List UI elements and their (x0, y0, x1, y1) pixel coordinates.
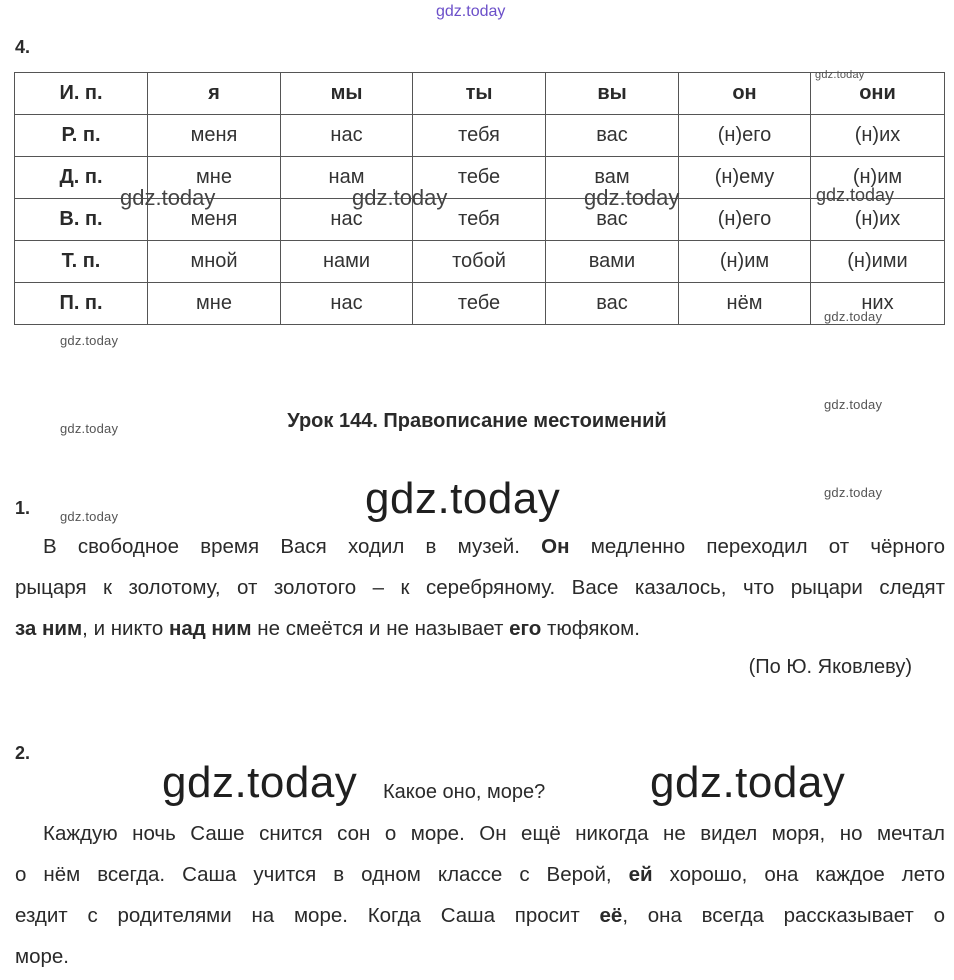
table-header-cell: Д. п. (15, 157, 148, 199)
table-cell: нас (281, 115, 413, 157)
table-cell: вас (546, 115, 679, 157)
table-cell: тебе (413, 283, 546, 325)
highlighted-pronoun: Он (541, 535, 570, 558)
table-header-cell: мы (281, 73, 413, 115)
table-header-cell: я (148, 73, 281, 115)
text-line: рыцаря к золотому, от золотого – к серебряному. Васе казалось, что рыцари следят (15, 576, 945, 599)
watermark-mid: gdz.today (816, 185, 895, 205)
table-cell: (н)его (679, 115, 811, 157)
table-row (15, 115, 945, 157)
exercise-2-subtitle: Какое оно, море? (383, 781, 546, 803)
table-cell: тебя (413, 115, 546, 157)
exercise-number-2: 2. (15, 743, 31, 763)
table-cell: нам (281, 157, 413, 199)
watermark-big: gdz.today (365, 474, 561, 523)
table-cell: мне (148, 283, 281, 325)
table-cell: тебя (413, 199, 546, 241)
table-cell: (н)ими (811, 241, 945, 283)
exercise-number-1: 1. (15, 498, 31, 518)
table-header-cell: В. п. (15, 199, 148, 241)
exercise-number-4: 4. (15, 37, 31, 57)
table-cell: тобой (413, 241, 546, 283)
watermark-big: gdz.today (162, 758, 358, 807)
table-header-cell: И. п. (15, 73, 148, 115)
watermark-small: gdz.today (60, 421, 119, 436)
table-cell: (н)их (811, 199, 945, 241)
table-header-cell: П. п. (15, 283, 148, 325)
table-cell: тебе (413, 157, 546, 199)
exercise-2-text (15, 813, 945, 977)
exercise-1-text (15, 526, 945, 649)
table-cell: вас (546, 199, 679, 241)
table-cell: нас (281, 283, 413, 325)
highlighted-pronoun: ей (628, 863, 653, 886)
table-row (15, 241, 945, 283)
highlighted-pronoun: над ним (168, 617, 252, 640)
table-header-cell: вы (546, 73, 679, 115)
table-cell: нами (281, 241, 413, 283)
table-cell: нём (679, 283, 811, 325)
text-line: море. (15, 945, 69, 968)
table-header-cell: он (679, 73, 811, 115)
table-cell: вам (546, 157, 679, 199)
watermark-small: gdz.today (60, 333, 119, 348)
table-header-cell: Т. п. (15, 241, 148, 283)
table-cell: (н)их (811, 115, 945, 157)
lesson-title: Урок 144. Правописание местоимений (287, 410, 667, 432)
table-header-cell: Р. п. (15, 115, 148, 157)
table-cell: (н)им (811, 157, 945, 199)
highlighted-pronoun: за ним (15, 617, 83, 640)
table-cell: вами (546, 241, 679, 283)
text-line: о нём всегда. Саша учится в одном классе с Верой, ей хорошо, она каждое лето (15, 863, 945, 886)
watermark-small: gdz.today (815, 69, 865, 81)
watermark-mid: gdz.today (584, 185, 680, 210)
text-line: за ним, и никто над ним не смеётся и не называет его тюфяком. (15, 617, 640, 640)
table-cell: меня (148, 115, 281, 157)
highlighted-pronoun: его (509, 617, 542, 640)
watermark-big: gdz.today (650, 758, 846, 807)
table-cell: вас (546, 283, 679, 325)
table-cell: меня (148, 199, 281, 241)
watermark-small: gdz.today (824, 485, 883, 500)
watermark-mid: gdz.today (120, 185, 216, 210)
text-line: Каждую ночь Саше снится сон о море. Он ещё никогда не видел моря, но мечтал (43, 822, 945, 845)
table-cell: них (811, 283, 945, 325)
table-header-cell: они (811, 73, 945, 115)
table-cell: нас (281, 199, 413, 241)
highlighted-pronoun: её (599, 904, 623, 927)
text-line: ездит с родителями на море. Когда Саша просит её, она всегда рассказывает о (15, 904, 945, 927)
watermark-small: gdz.today (824, 309, 883, 324)
watermark-mid: gdz.today (352, 185, 448, 210)
table-cell: (н)им (679, 241, 811, 283)
source-citation: (По Ю. Яковлеву) (748, 656, 912, 678)
table-cell: мне (148, 157, 281, 199)
table-cell: (н)его (679, 199, 811, 241)
table-row (15, 283, 945, 325)
text-line: В свободное время Вася ходил в музей. Он медленно переходил от чёрного (43, 535, 945, 558)
watermark-top: gdz.today (436, 3, 506, 20)
table-cell: (н)ему (679, 157, 811, 199)
table-cell: мной (148, 241, 281, 283)
watermark-small: gdz.today (60, 509, 119, 524)
table-row (15, 73, 945, 115)
table-header-cell: ты (413, 73, 546, 115)
watermark-small: gdz.today (824, 397, 883, 412)
